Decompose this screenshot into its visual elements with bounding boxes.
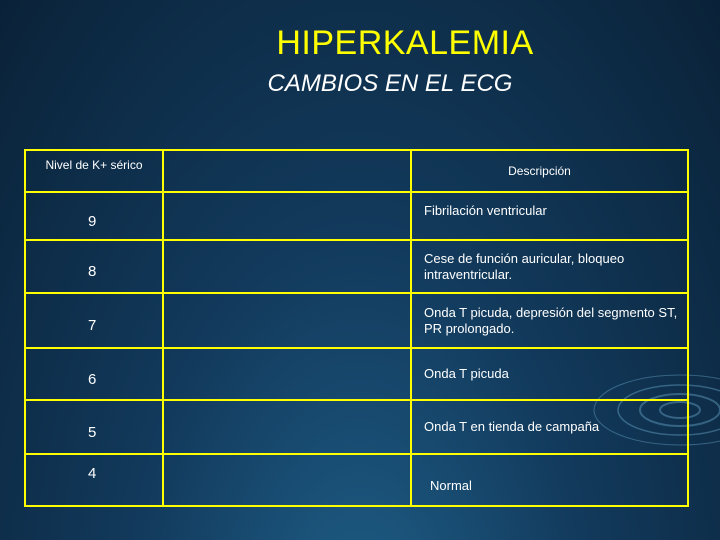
header-description: Descripción <box>411 150 688 192</box>
level-cell: 4 <box>25 454 163 506</box>
table-row <box>25 192 688 240</box>
level-cell: 6 <box>25 348 163 400</box>
spacer-cell <box>163 348 411 400</box>
spacer-cell <box>163 293 411 348</box>
spacer-cell <box>163 240 411 293</box>
spacer-cell <box>163 192 411 240</box>
slide-subtitle: CAMBIOS EN EL ECG <box>267 70 513 97</box>
table-row <box>25 348 688 400</box>
table-header-row <box>25 150 688 192</box>
description-cell: Fibrilación ventricular <box>411 192 688 240</box>
description-cell: Onda T picuda <box>411 348 688 400</box>
ecg-changes-table <box>24 149 689 507</box>
table-row <box>25 293 688 348</box>
level-cell: 9 <box>25 192 163 240</box>
description-cell: Normal <box>411 454 688 506</box>
description-cell: Cese de función auricular, bloqueo intraventricular. <box>411 240 688 293</box>
header-spacer <box>163 150 411 192</box>
description-cell: Onda T picuda, depresión del segmento ST, PR prolongado. <box>411 293 688 348</box>
table-row <box>25 454 688 506</box>
table-row <box>25 240 688 293</box>
description-cell: Onda T en tienda de campaña <box>411 400 688 454</box>
header-level: Nivel de K+ sérico <box>25 150 163 192</box>
slide-title: HIPERKALEMIA <box>276 24 534 62</box>
level-cell: 8 <box>25 240 163 293</box>
spacer-cell <box>163 400 411 454</box>
table-row <box>25 400 688 454</box>
level-cell: 5 <box>25 400 163 454</box>
spacer-cell <box>163 454 411 506</box>
level-cell: 7 <box>25 293 163 348</box>
